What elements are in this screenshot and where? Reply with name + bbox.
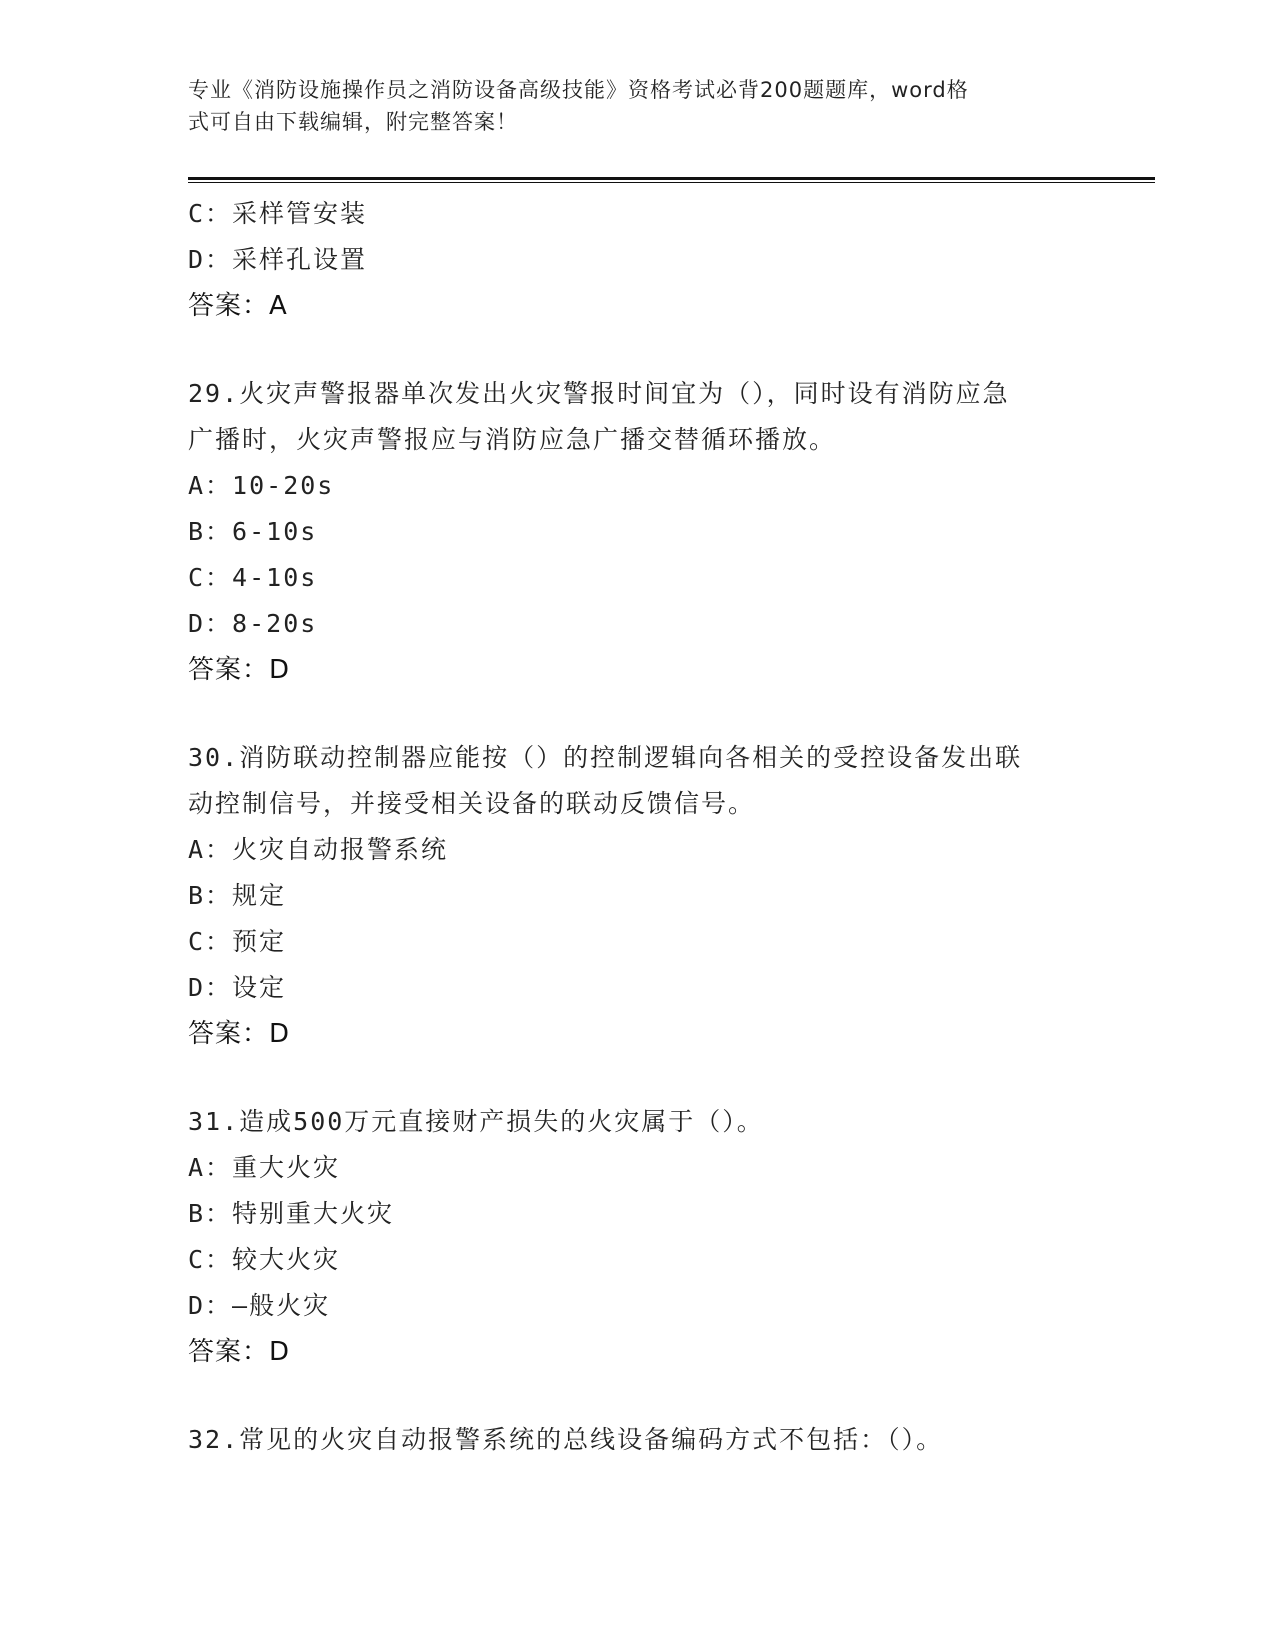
answer-line: 答案：D [188,655,291,685]
header-line-2: 式可自由下载编辑，附完整答案！ [188,110,518,134]
answer-line: 答案：D [188,1019,291,1049]
option-c: C：4-10s [188,563,318,592]
option-b: B：规定 [188,881,287,910]
question-text: 32.常见的火灾自动报警系统的总线设备编码方式不包括：（）。 [188,1425,944,1454]
question-text: 30.消防联动控制器应能按（）的控制逻辑向各相关的受控设备发出联 [188,743,1023,772]
option-d: D：8-20s [188,609,318,638]
question-text: 31.造成500万元直接财产损失的火灾属于（）。 [188,1107,764,1136]
question-text: 29.火灾声警报器单次发出火灾警报时间宜为（），同时设有消防应急 [188,379,1010,408]
option-c: C：较大火灾 [188,1245,341,1274]
question-29 [188,371,1088,693]
option-b: B：6-10s [188,517,318,546]
option-d: D：采样孔设置 [188,245,368,274]
option-b: B：特别重大火灾 [188,1199,395,1228]
question-text-continued: 广播时，火灾声警报应与消防应急广播交替循环播放。 [188,425,837,454]
question-30 [188,735,1088,1057]
header-divider-thin [188,182,1155,183]
option-a: A：10-20s [188,471,335,500]
question-text-continued: 动控制信号，并接受相关设备的联动反馈信号。 [188,789,756,818]
question-32 [188,1417,1088,1463]
answer-line: 答案：D [188,1337,291,1367]
page-header [188,74,1068,138]
option-a: A：重大火灾 [188,1153,341,1182]
option-a: A：火灾自动报警系统 [188,835,449,864]
option-d: D：—般火灾 [188,1291,331,1320]
option-c: C：采样管安装 [188,199,368,228]
option-c: C：预定 [188,927,287,956]
question-28-tail [188,191,1088,329]
header-line-1: 专业《消防设施操作员之消防设备高级技能》资格考试必背200题题库，word格 [188,78,969,102]
question-list [188,191,1088,1463]
option-d: D：设定 [188,973,287,1002]
question-31 [188,1099,1088,1375]
answer-line: 答案：A [188,291,288,321]
header-divider-thick [188,177,1155,180]
